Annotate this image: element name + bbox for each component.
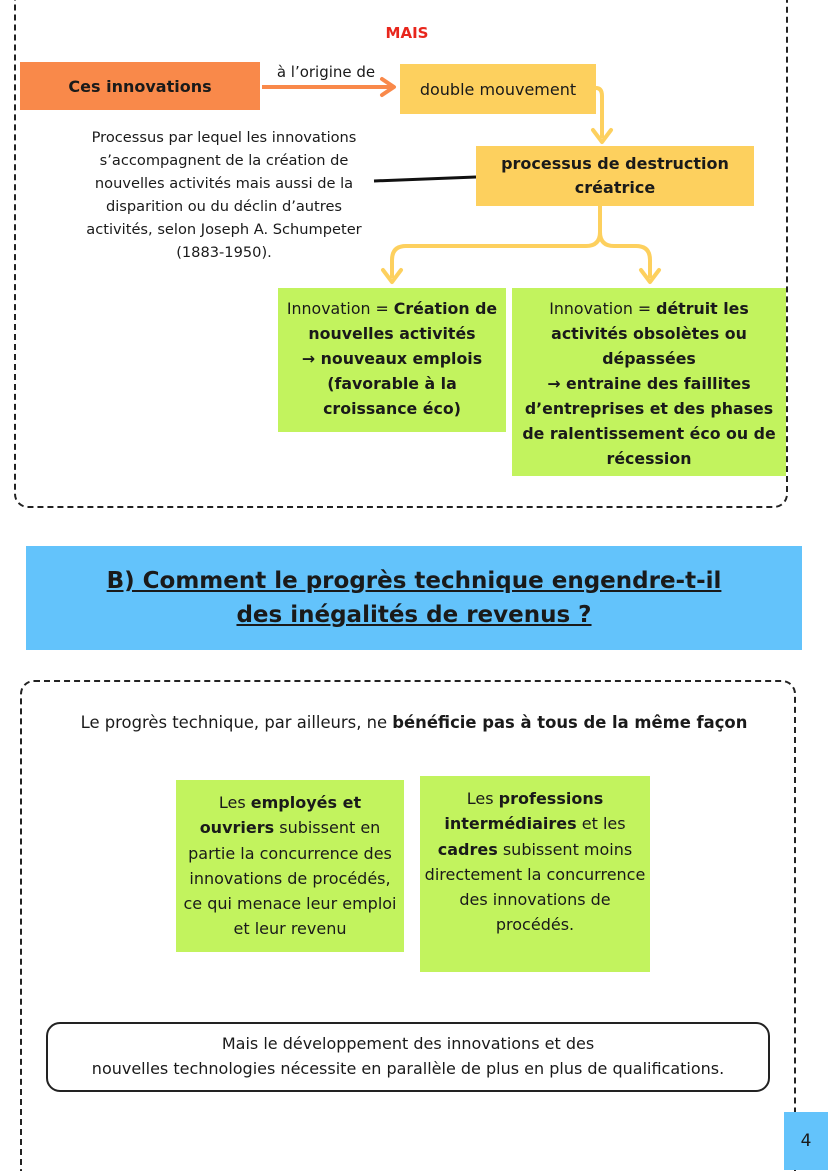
left-box-bold: Création de nouvelles activités bbox=[308, 299, 498, 343]
definition-connector bbox=[374, 177, 476, 181]
intro-normal-text: Le progrès technique, par ailleurs, ne bbox=[80, 713, 393, 732]
section-b-title bbox=[26, 546, 802, 650]
processus-line-1: processus de destruction bbox=[501, 154, 729, 173]
inequalities-intro bbox=[80, 710, 748, 736]
arrow-processus-to-left bbox=[392, 206, 600, 278]
left-box-arrow-text: → nouveaux emplois bbox=[301, 348, 483, 368]
conclusion-line-1: Mais le développement des innovations et des bbox=[221, 1034, 595, 1054]
left-box-prefix: Innovation = bbox=[286, 299, 394, 318]
box-b-t2: et les bbox=[576, 814, 626, 834]
right-box-bold: détruit les activités obsolètes ou dépassées bbox=[551, 299, 749, 368]
box-b-t3: subissent moins directement la concurrence des innovations de procédés. bbox=[424, 839, 646, 935]
right-box-prefix: Innovation = bbox=[549, 299, 657, 318]
mais-label: MAIS bbox=[385, 24, 429, 42]
left-box-paren: (favorable à la croissance éco) bbox=[323, 373, 461, 418]
box-b-b2: cadres bbox=[437, 839, 498, 859]
qualifications-conclusion-box bbox=[46, 1022, 770, 1092]
origine-label: à l’origine de bbox=[276, 63, 376, 81]
destruction-creatrice-box bbox=[476, 146, 754, 206]
destruction-activites-box bbox=[512, 288, 786, 476]
box-a-t2: subissent en partie la concurrence des innovations de procédés, ce qui menace leur emploi et leur revenu bbox=[183, 818, 397, 939]
box-b-b1: professions intermédiaires bbox=[444, 789, 604, 834]
creation-activites-box bbox=[278, 288, 506, 432]
conclusion-line-2: nouvelles technologies nécessite en parallèle de plus en plus de qualifications. bbox=[91, 1059, 725, 1078]
ces-innovations-box bbox=[20, 62, 260, 110]
processus-line-2: créatrice bbox=[574, 178, 656, 197]
ces-innovations-text: Ces innovations bbox=[68, 76, 212, 96]
page-number: 4 bbox=[784, 1112, 828, 1170]
double-mouvement-box bbox=[400, 64, 596, 114]
employes-ouvriers-box bbox=[176, 780, 404, 952]
right-box-arrow-text: → entraine des faillites d’entreprises et des phases de ralentissement éco ou de récession bbox=[522, 373, 776, 468]
section-b-title-line-2: des inégalités de revenus ? bbox=[236, 602, 592, 628]
intro-bold-text: bénéficie pas à tous de la même façon bbox=[392, 713, 748, 732]
arrow-double-to-processus bbox=[596, 88, 602, 138]
section-b-title-line-1: B) Comment le progrès technique engendre-t-il bbox=[106, 567, 722, 594]
box-b-t1: Les bbox=[466, 789, 499, 808]
box-a-b1: employés et ouvriers bbox=[199, 793, 362, 838]
box-a-t1: Les bbox=[218, 793, 251, 812]
schumpeter-definition: Processus par lequel les innovations s’accompagnent de la création de nouvelles activités mais aussi de la disparition ou du déclin d’autres activités, selon Joseph A. Schumpeter (1883-1950). bbox=[86, 129, 362, 262]
double-mouvement-text: double mouvement bbox=[419, 79, 577, 99]
professions-cadres-box bbox=[420, 776, 650, 972]
